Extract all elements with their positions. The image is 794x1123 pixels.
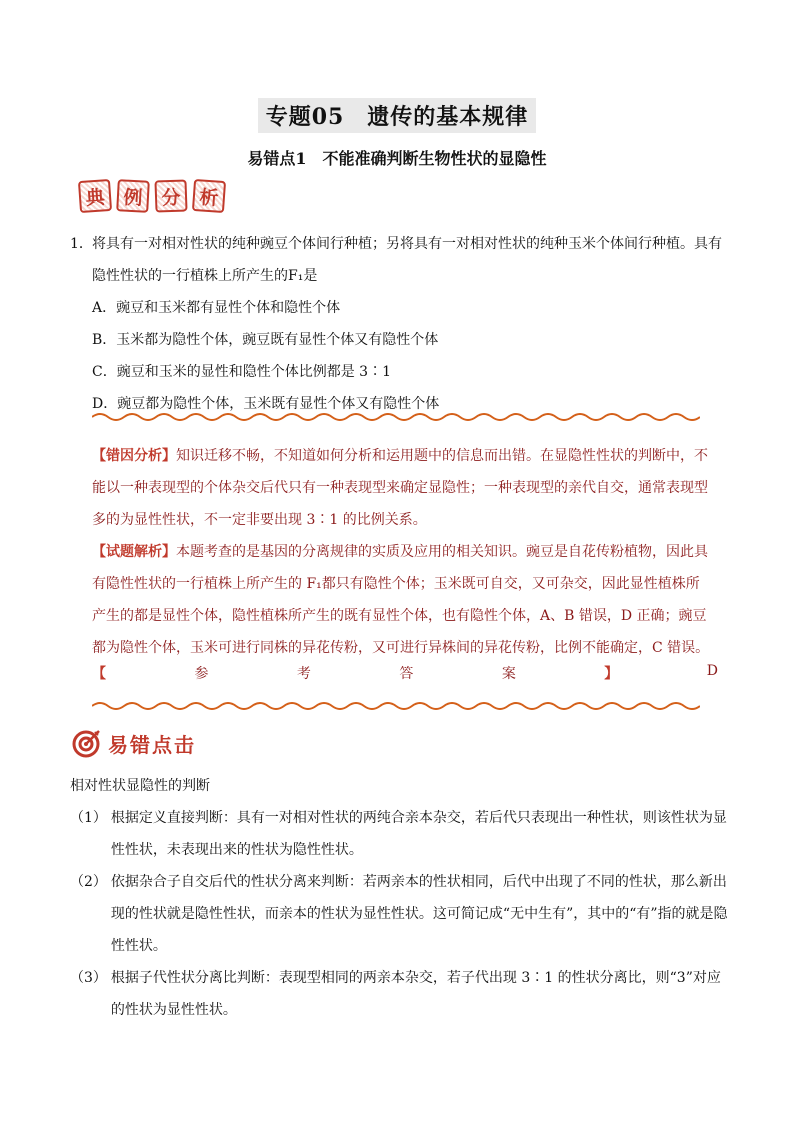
target-icon — [72, 728, 102, 758]
option-c: C．豌豆和玉米的显性和隐性个体比例都是 3∶1 — [92, 364, 391, 380]
error-analysis-tag: 【错因分析】 — [92, 448, 176, 464]
option-a: A．豌豆和玉米都有显性个体和隐性个体 — [92, 300, 341, 316]
answer-bracket-open: 【 — [92, 666, 106, 682]
tip-index: （2） — [70, 874, 107, 890]
tip-text: 根据定义直接判断：具有一对相对性状的两纯合亲本杂交，若后代只表现出一种性状，则该性状为显性性状，未表现出来的性状为隐性性状。 — [110, 810, 727, 858]
badge-char-4: 析 — [192, 179, 226, 213]
answer-label-char-3: 答 — [399, 666, 414, 682]
example-analysis-badge — [79, 180, 225, 212]
question-block — [70, 228, 730, 420]
wave-divider-bottom — [92, 700, 700, 712]
tips-header — [72, 728, 196, 758]
answer-bracket-close: 】 — [604, 666, 619, 682]
tip-item-2 — [70, 866, 730, 962]
wave-divider-top — [92, 411, 700, 423]
option-b: B．玉米都为隐性个体，豌豆既有显性个体又有隐性个体 — [92, 332, 439, 348]
solution-analysis — [92, 536, 712, 664]
error-analysis-text: 知识迁移不畅，不知道如何分析和运用题中的信息而出错。在显隐性性状的判断中，不能以一种表现型的个体杂交后代只有一种表现型来确定显隐性；一种表现型的亲代自交，通常表现型多的为显性性状，不一定非要出现 3∶1 的比例关系。 — [92, 448, 708, 528]
solution-text: 本题考查的是基因的分离规律的实质及应用的相关知识。豌豆是自花传粉植物，因此具有隐性性状的一行植株上所产生的 F₁都只有隐性个体；玉米既可自交，又可杂交，因此显性植株所产生的都是显性个体，隐性植株所产生的既有显性个体，也有隐性个体，A、B 错误，D 正确；豌豆都为隐性个体，玉米可进行同株的异花传粉，又可进行异株间的异花传粉，比例不能确定，C 错误。 — [92, 544, 710, 656]
question-stem-line-1: 将具有一对相对性状的纯种豌豆个体间行种植；另将具有一对相对性状的纯种玉米个体间行种植。具有 — [92, 236, 722, 252]
answer-label-char-2: 考 — [296, 666, 311, 682]
question-stem-line-2: 隐性性状的一行植株上所产生的F₁是 — [92, 268, 318, 284]
tip-text: 依据杂合子自交后代的性状分离来判断：若两亲本的性状相同，后代中出现了不同的性状，那么新出现的性状就是隐性性状，而亲本的性状为显性性状。这可简记成“无中生有”，其中的“有”指的就是隐性性状。 — [110, 874, 728, 954]
tips-intro: 相对性状显隐性的判断 — [70, 778, 210, 794]
tip-item-3 — [70, 962, 730, 1026]
answer-label-char-1: 参 — [194, 666, 209, 682]
answer-row — [92, 663, 718, 683]
option-d: D．豌豆都为隐性个体，玉米既有显性个体又有隐性个体 — [92, 396, 440, 412]
title-container — [0, 98, 794, 133]
badge-char-2: 例 — [116, 179, 150, 213]
question-stem — [70, 228, 730, 292]
analysis-section — [92, 440, 712, 664]
section-subtitle: 易错点1 不能准确判断生物性状的显隐性 — [247, 149, 547, 168]
tips-title: 易错点击 — [108, 732, 196, 757]
tip-index: （1） — [70, 810, 107, 826]
tip-item-1 — [70, 802, 730, 866]
badge-char-1: 典 — [78, 179, 112, 213]
answer-value: D — [706, 663, 718, 679]
tips-body — [70, 770, 730, 1026]
tip-index: （3） — [70, 970, 107, 986]
solution-tag: 【试题解析】 — [92, 544, 176, 560]
question-number: 1． — [70, 236, 93, 252]
badge-char-3: 分 — [154, 179, 187, 212]
error-analysis — [92, 440, 712, 536]
answer-label-char-4: 案 — [501, 666, 516, 682]
page-title: 专题05 遗传的基本规律 — [258, 98, 537, 133]
tip-text: 根据子代性状分离比判断：表现型相同的两亲本杂交，若子代出现 3∶1 的性状分离比，则“3”对应的性状为显性性状。 — [110, 970, 721, 1018]
